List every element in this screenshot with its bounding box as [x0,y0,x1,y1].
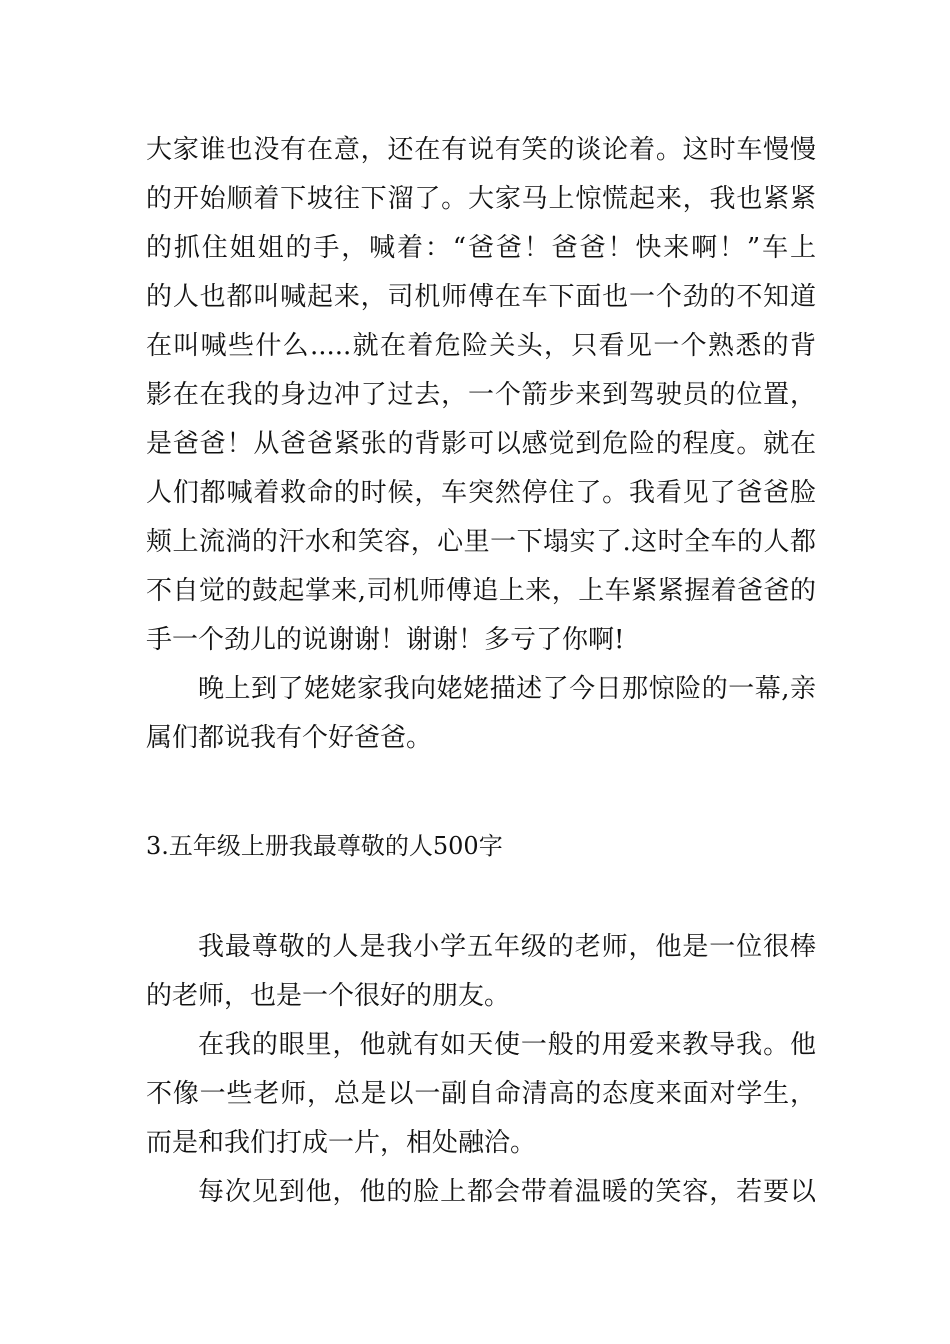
paragraph-4-line: 在我的眼里，他就有如天使一般的用爱来教导我。他 [198,1030,816,1060]
paragraph-1-line: 在叫喊些什么.....就在着危险关头，只看见一个熟悉的背 [146,331,816,361]
paragraph-3-line: 的老师，也是一个很好的朋友。 [146,981,511,1011]
paragraph-1-line: 的开始顺着下坡往下溜了。大家马上惊慌起来，我也紧紧 [146,184,816,214]
paragraph-1-line: 不自觉的鼓起掌来,司机师傅追上来，上车紧紧握着爸爸的 [146,576,816,606]
paragraph-1-line: 的抓住姐姐的手，喊着：“爸爸！爸爸！快来啊！”车上 [146,233,816,263]
paragraph-2-line: 属们都说我有个好爸爸。 [146,723,433,753]
paragraph-1-line: 手一个劲儿的说谢谢！谢谢！多亏了你啊! [146,625,625,655]
paragraph-2-line: 晚上到了姥姥家我向姥姥描述了今日那惊险的一幕,亲 [198,674,816,704]
paragraph-4-line: 而是和我们打成一片，相处融洽。 [146,1128,537,1158]
paragraph-1-line: 是爸爸！从爸爸紧张的背影可以感觉到危险的程度。就在 [146,429,816,459]
paragraph-1-line: 的人也都叫喊起来，司机师傅在车下面也一个劲的不知道 [146,282,816,312]
section-heading: 3.五年级上册我最尊敬的人500字 [146,832,503,860]
paragraph-1-line: 人们都喊着救命的时候，车突然停住了。我看见了爸爸脸 [146,478,816,508]
paragraph-3-line: 我最尊敬的人是我小学五年级的老师，他是一位很棒 [198,932,816,962]
paragraph-1-line: 颊上流淌的汗水和笑容，心里一下塌实了.这时全车的人都 [146,527,816,557]
paragraph-1-line: 影在在我的身边冲了过去，一个箭步来到驾驶员的位置， [146,380,816,410]
paragraph-4-line: 不像一些老师，总是以一副自命清高的态度来面对学生， [146,1079,816,1109]
paragraph-5-line: 每次见到他，他的脸上都会带着温暖的笑容，若要以 [198,1177,816,1207]
paragraph-1-line: 大家谁也没有在意，还在有说有笑的谈论着。这时车慢慢 [146,135,816,165]
